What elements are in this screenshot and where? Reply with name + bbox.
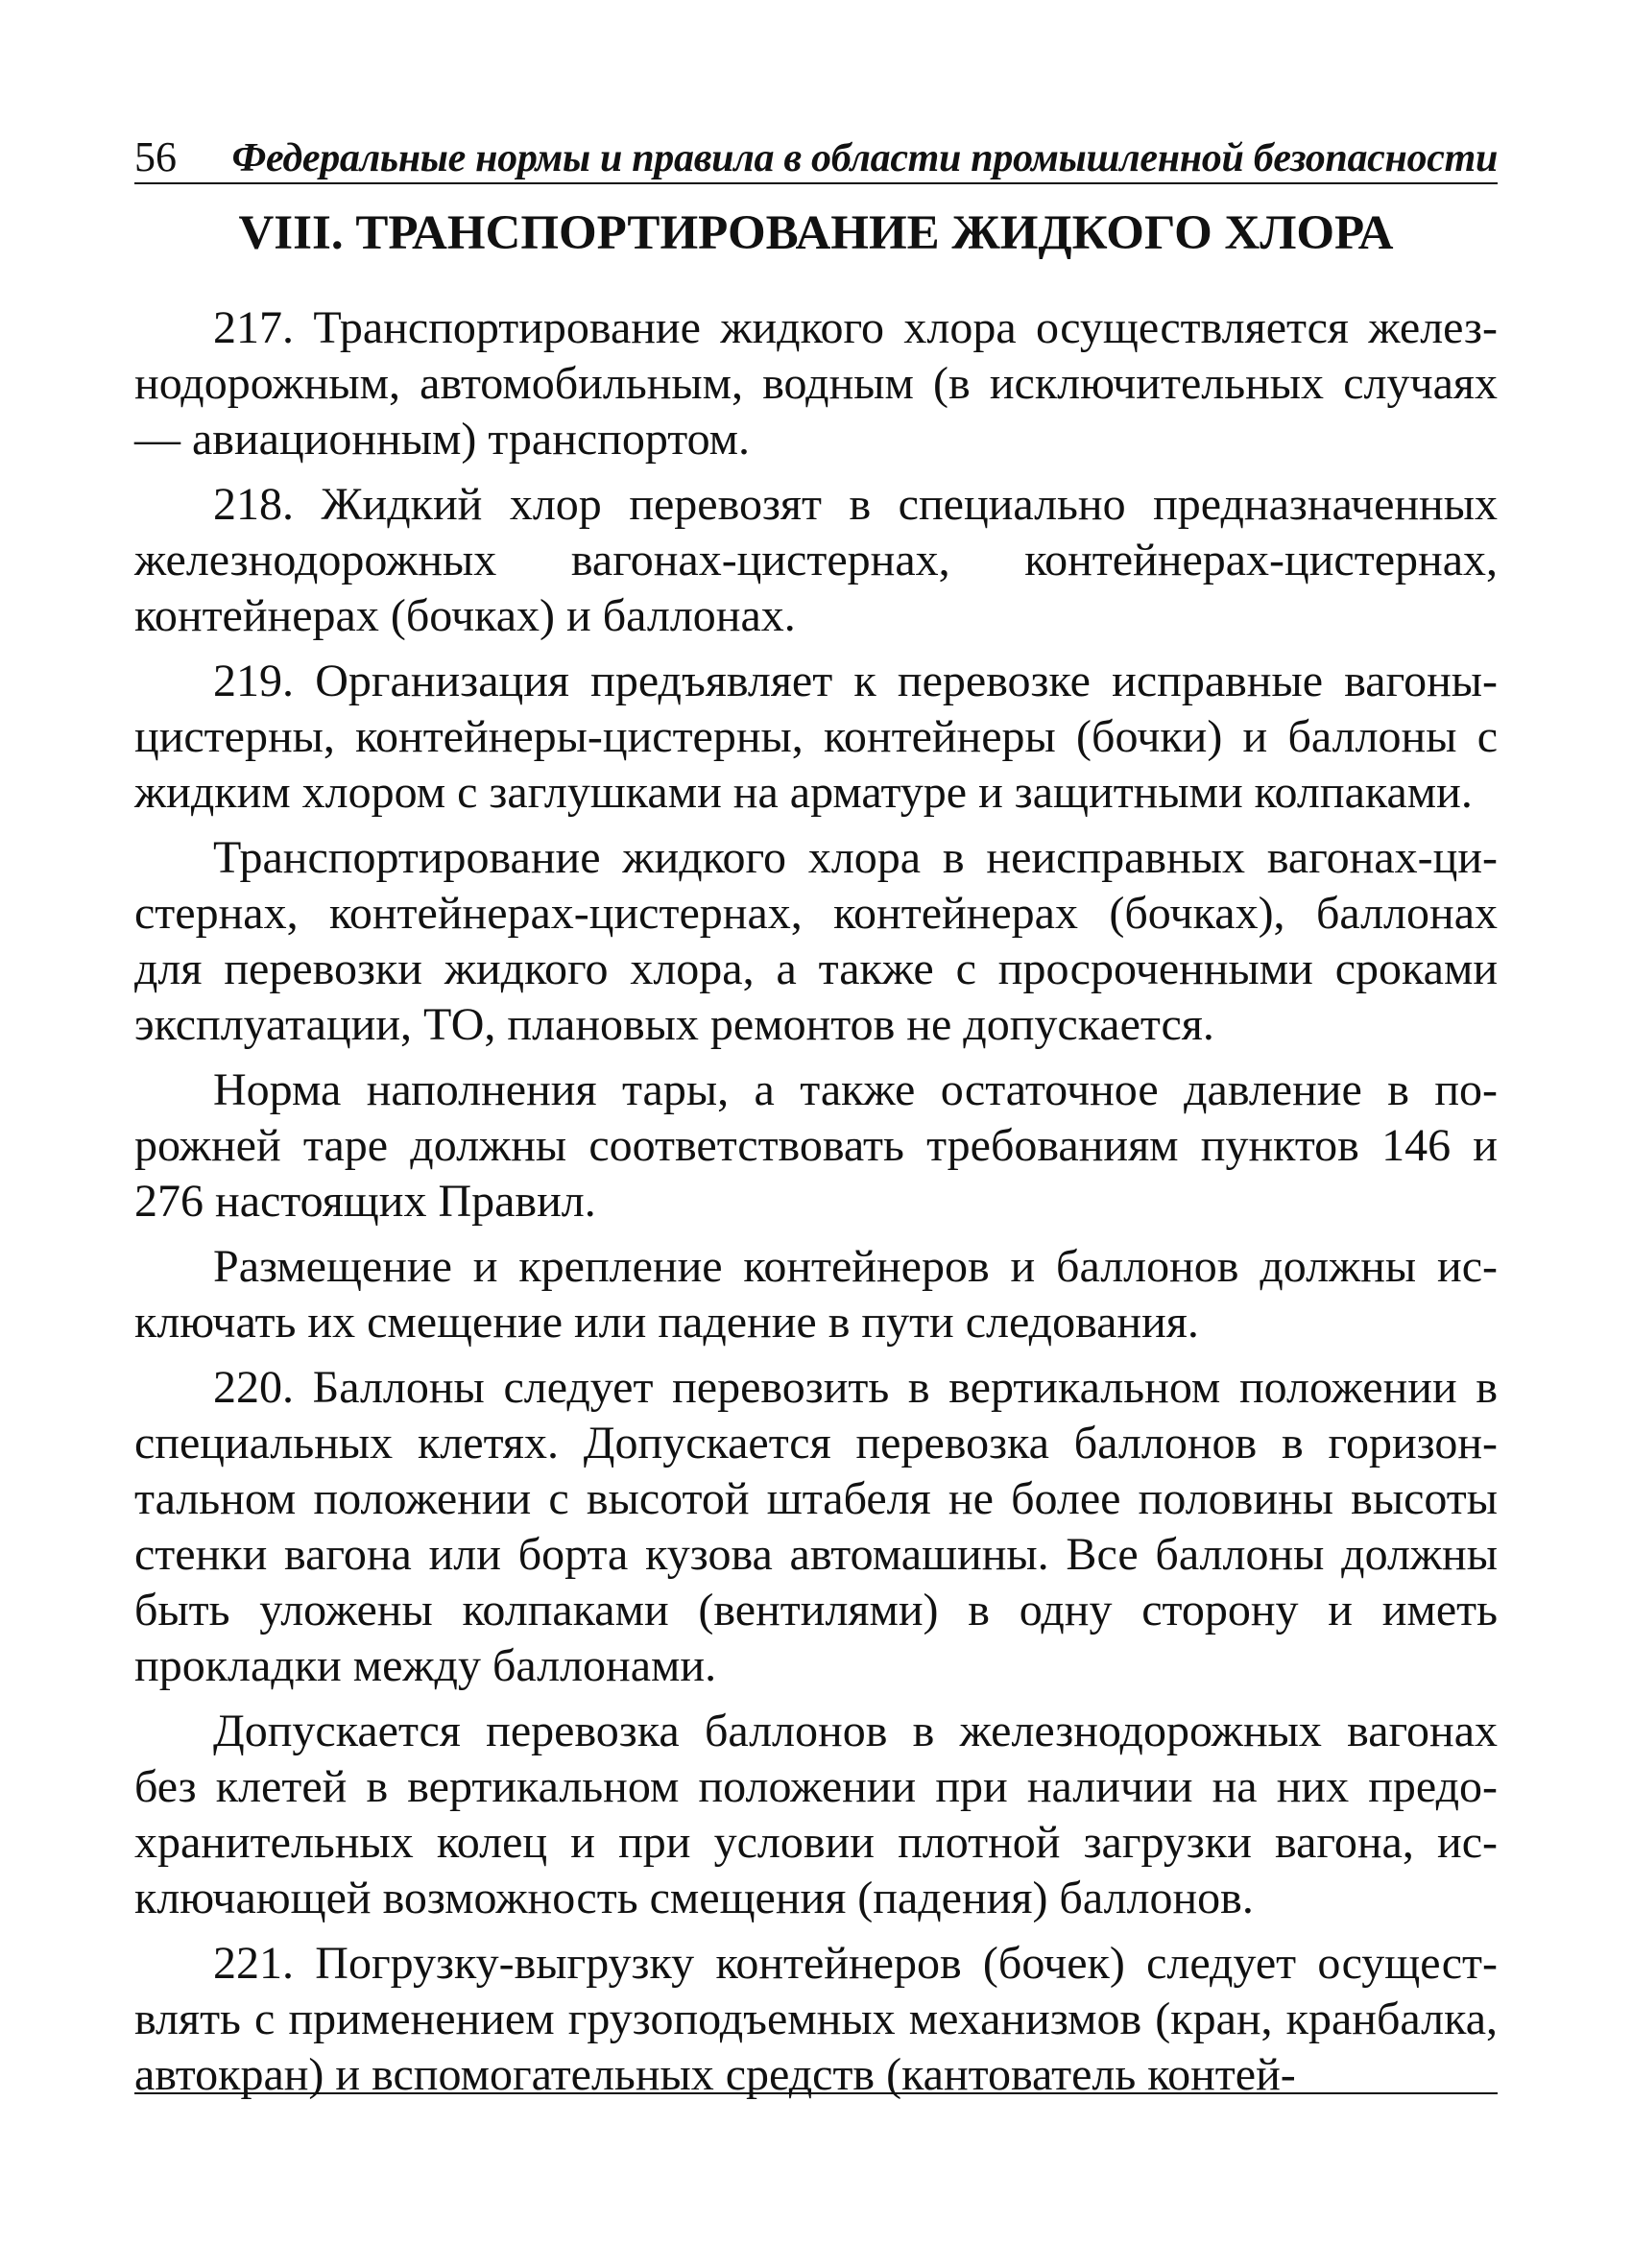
paragraph-219-placement: Размещение и крепление контейнеров и баллонов должны исключать их смещение или падение в пути следования. bbox=[134, 1240, 1498, 1348]
paragraph-220: 220. Баллоны следует перевозить в вертикальном положении в специальных клетях. Допускается перевозка баллонов в горизонтальном положении с высотой штабеля не более половины высоты стенки вагона или борта кузова автомашины. Все баллоны должны быть уложены колпаками (вентилями) в одну сторону и иметь прокладки между баллонами. bbox=[134, 1361, 1498, 1691]
section-title: VIII. ТРАНСПОРТИРОВАНИЕ ЖИДКОГО ХЛОРА bbox=[238, 206, 1394, 260]
running-title: Федеральные нормы и правила в области промышленной безопасности bbox=[231, 136, 1498, 180]
paragraph-217: 217. Транспортирование жидкого хлора осуществляется железнодорожным, автомобильным, водным (в исключительных случаях — авиационным) транспортом. bbox=[134, 301, 1498, 465]
paragraph-221: 221. Погрузку-выгрузку контейнеров (бочек) следует осуществлять с применением грузоподъемных механизмов (кран, кранбалка, автокран) и вспомогательных средств (кантователь контей- bbox=[134, 1937, 1498, 2100]
paragraph-220-railway-wagons: Допускается перевозка баллонов в железнодорожных вагонах без клетей в вертикальном положении при наличии на них предохранительных колец и при условии плотной загрузки вагона, исключающей возможность смещения (падения) баллонов. bbox=[134, 1705, 1498, 1923]
paragraph-218: 218. Жидкий хлор перевозят в специально предназначенных железнодорожных вагонах-цистернах, контейнерах-цистернах, контейнерах (бочках) и баллонах. bbox=[134, 478, 1498, 641]
body-text bbox=[134, 300, 1498, 2103]
bottom-divider bbox=[134, 2092, 1498, 2094]
paragraph-219-faulty-containers: Транспортирование жидкого хлора в неисправных вагонах-цистернах, контейнерах-цистернах, контейнерах (бочках), баллонах для перевозки жидкого хлора, а также с просроченными сроками эксплуатации, ТО, плановых ремонтов не допускается. bbox=[134, 831, 1498, 1050]
paragraph-219: 219. Организация предъявляет к перевозке исправные вагоны-цистерны, контейнеры-цистерны, контейнеры (бочки) и баллоны с жидким хлором с заглушками на арматуре и защитными колпаками. bbox=[134, 655, 1498, 818]
running-header bbox=[134, 115, 1498, 184]
page-number: 56 bbox=[134, 133, 177, 180]
paragraph-219-fill-norm: Норма наполнения тары, а также остаточное давление в порожней таре должны соответствовать требованиям пунктов 146 и 276 настоящих Правил. bbox=[134, 1063, 1498, 1227]
document-page bbox=[134, 115, 1498, 2113]
